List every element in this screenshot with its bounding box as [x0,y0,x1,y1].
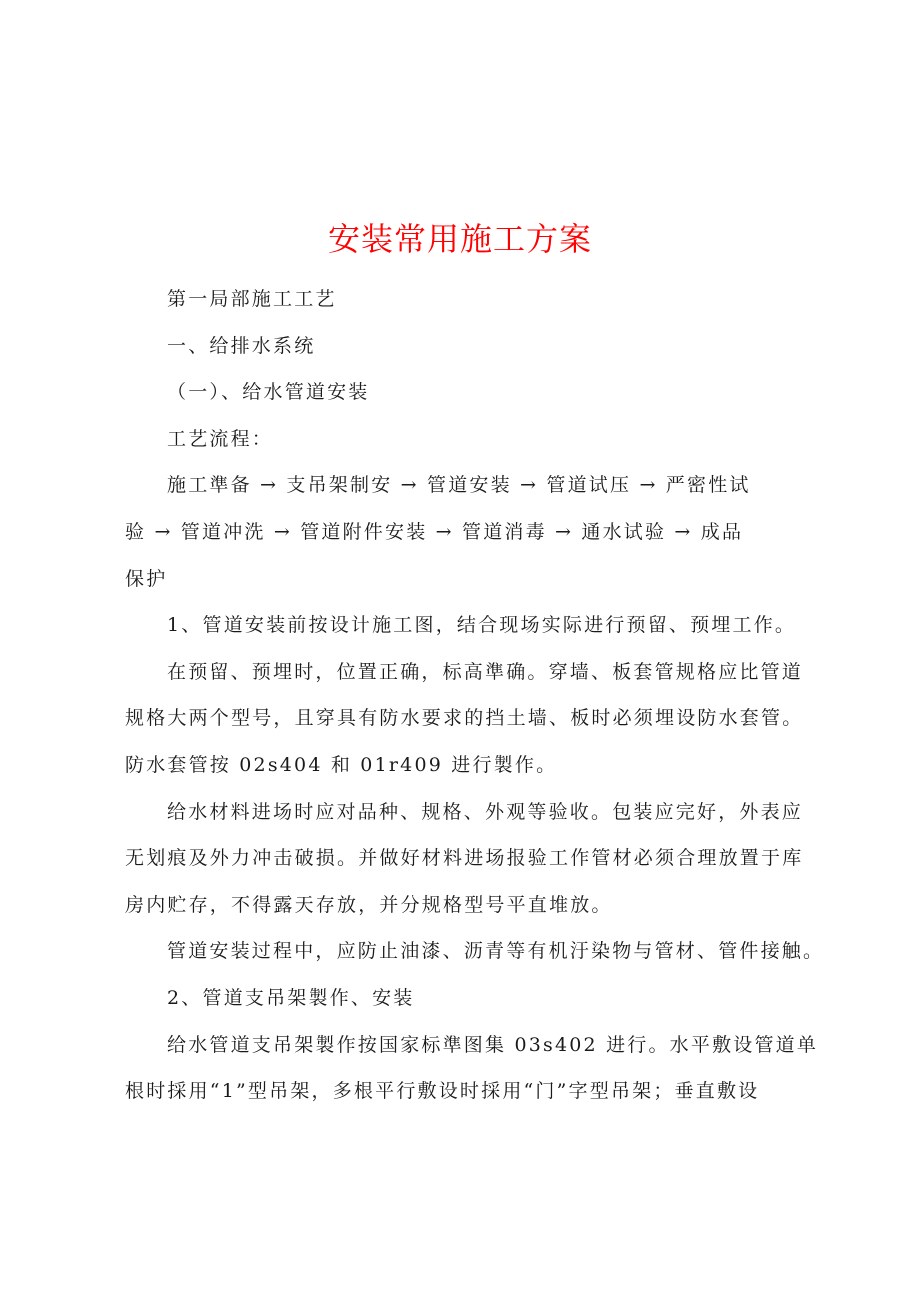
paragraph-line: 1、管道安装前按设计施工图，结合现场实际进行预留、预埋工作。 [167,614,797,637]
section-heading-part-one: 第一局部施工工艺 [167,288,337,310]
process-flow-line: 验 → 管道冲洗 → 管道附件安装 → 管道消毒 → 通水试验 → 成品 [125,520,744,543]
document-body [125,276,825,1115]
paragraph-line: 无划痕及外力冲击破损。并做好材料进场报验工作管材必须合理放置于库 [125,847,804,870]
process-flow-line: 保护 [125,567,168,590]
process-flow-line: 施工準备 → 支吊架制安 → 管道安装 → 管道试压 → 严密性试 [167,474,751,497]
paragraph-line: 规格大两个型号，且穿具有防水要求的挡土墙、板时必须埋设防水套管。 [125,707,804,730]
process-flow-label: 工艺流程： [167,427,274,450]
paragraph-line: 管道安装过程中，应防止油漆、沥青等有机汙染物与管材、管件接触。 [167,940,825,963]
paragraph-line: 防水套管按 02s404 和 01r409 进行製作。 [125,753,558,776]
section-heading-water-system: 一、给排水系统 [167,334,316,357]
document-title: 安装常用施工方案 [327,220,592,259]
subsection-heading-water-pipe: （一）、给水管道安装 [167,381,370,404]
paragraph-line: 在预留、预埋时，位置正确，标高準确。穿墙、板套管规格应比管道 [167,660,804,683]
paragraph-line: 给水管道支吊架製作按国家标準图集 03s402 进行。水平敷设管道单 [167,1033,819,1056]
paragraph-line: 房内贮存，不得露天存放，并分规格型号平直堆放。 [125,893,613,916]
paragraph-line: 根时採用“1”型吊架，多根平行敷设时採用“门”字型吊架；垂直敷设 [125,1080,760,1103]
section-heading-pipe-support: 2、管道支吊架製作、安装 [167,986,415,1009]
paragraph-line: 给水材料进场时应对品种、规格、外观等验收。包装应完好，外表应 [167,800,804,823]
